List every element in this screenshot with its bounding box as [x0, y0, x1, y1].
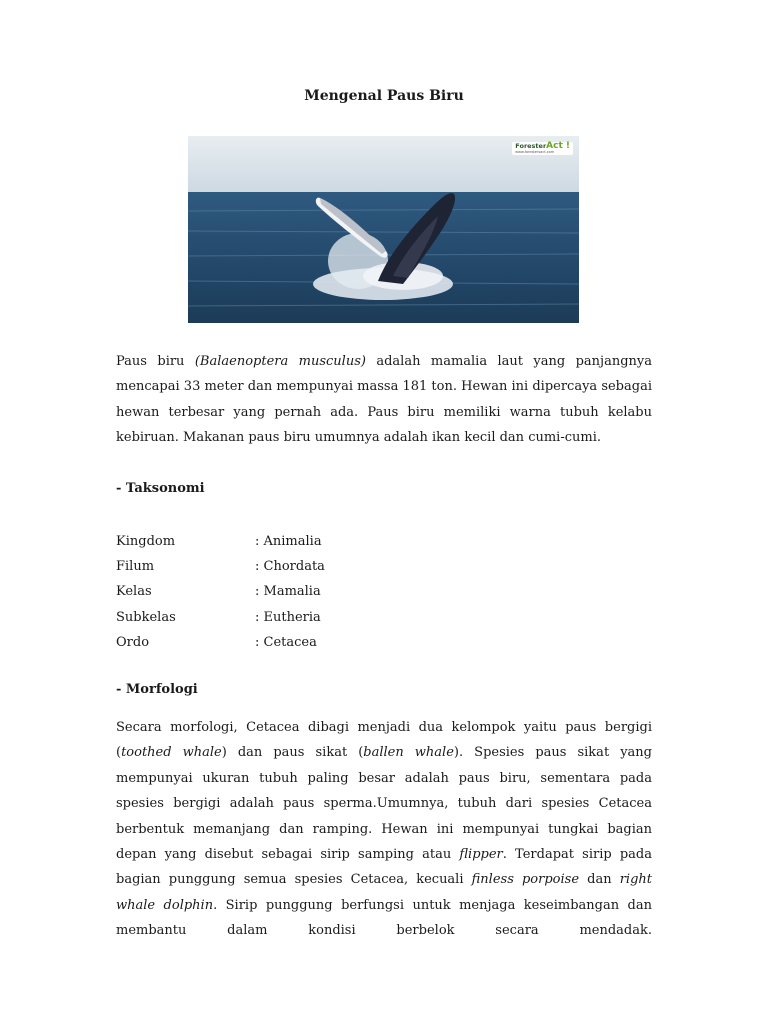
intro-paragraph: Paus biru (Balaenoptera musculus) adalah mamalia laut yang panjangnya mencapai 33 meter dan mempunyai massa 181 ton. Hewan ini dipercaya sebagai hewan terbesar yang pernah ada. Paus biru memiliki warna tubuh kelabu kebiruan. Makanan paus biru umumnya adalah ikan kecil dan cumi-cumi. — [116, 354, 652, 446]
taxonomy-value: : Cetacea — [255, 634, 317, 650]
taxonomy-value: : Eutheria — [255, 609, 321, 625]
taxonomy-label: Subkelas — [116, 609, 176, 625]
taxonomy-value: : Animalia — [255, 534, 322, 549]
taxonomy-label: Ordo — [116, 634, 150, 650]
morphology-heading: - Morfologi — [116, 682, 198, 697]
whale-photo — [188, 136, 579, 323]
morphology-paragraph: Secara morfologi, Cetacea dibagi menjadi dua kelompok yaitu paus bergigi (toothed whale) dan paus sikat (ballen whale). Spesies paus sikat yang mempunyai ukuran tubuh paling besar adalah paus biru, sementara pada spesies bergigi adalah paus sperma.Umumnya, tubuh dari spesies Cetacea berbentuk memanjang dan ramping. Hewan ini mempunyai tungkai bagian depan yang disebut sebagai sirip samping atau flipper. Terdapat sirip pada bagian punggung semua spesies Cetacea, kecuali finless porpoise dan right whale dolphin. Sirip punggung berfungsi untuk menjaga keseimbangan dan membantu dalam kondisi berbelok secara mendadak. — [116, 720, 652, 939]
taxonomy-row — [116, 579, 516, 604]
taxonomy-label: Filum — [116, 559, 155, 575]
taxonomy-label: Kingdom — [116, 534, 176, 549]
page-title: Mengenal Paus Biru — [304, 88, 464, 104]
taxonomy-row — [116, 529, 516, 554]
taxonomy-value: : Chordata — [255, 559, 325, 575]
taxonomy-row — [116, 605, 516, 630]
taxonomy-label: Kelas — [116, 584, 152, 600]
taxonomy-value: : Mamalia — [255, 584, 321, 600]
taxonomy-row — [116, 630, 516, 655]
taxonomy-row — [116, 554, 516, 579]
taxonomy-heading: - Taksonomi — [116, 481, 205, 496]
taxonomy-table — [116, 529, 516, 655]
forester-act-logo: ForesterAct ! www.forestersact.com — [512, 142, 573, 155]
